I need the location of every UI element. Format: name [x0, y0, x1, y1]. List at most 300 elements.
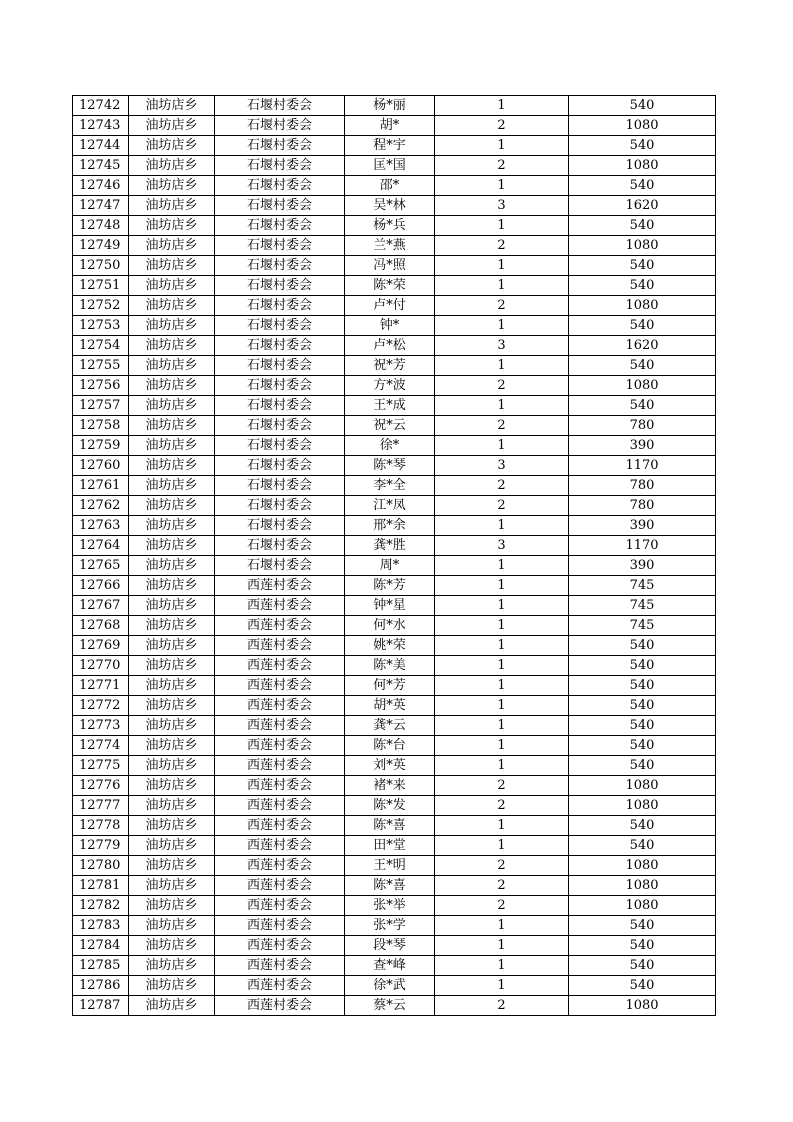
township-cell: 油坊店乡: [129, 676, 215, 696]
village-committee-cell: 石堰村委会: [215, 96, 345, 116]
name-cell: 李*全: [345, 476, 435, 496]
amount-cell: 540: [569, 696, 716, 716]
record-id-cell: 12742: [73, 96, 129, 116]
household-count-cell: 2: [435, 156, 569, 176]
village-committee-cell: 石堰村委会: [215, 356, 345, 376]
village-committee-cell: 石堰村委会: [215, 176, 345, 196]
township-cell: 油坊店乡: [129, 496, 215, 516]
household-count-cell: 1: [435, 836, 569, 856]
table-row: [73, 676, 716, 696]
name-cell: 胡*: [345, 116, 435, 136]
township-cell: 油坊店乡: [129, 736, 215, 756]
name-cell: 卢*松: [345, 336, 435, 356]
village-committee-cell: 石堰村委会: [215, 236, 345, 256]
amount-cell: 1170: [569, 536, 716, 556]
township-cell: 油坊店乡: [129, 516, 215, 536]
name-cell: 张*举: [345, 896, 435, 916]
amount-cell: 1080: [569, 296, 716, 316]
name-cell: 程*宇: [345, 136, 435, 156]
record-id-cell: 12745: [73, 156, 129, 176]
amount-cell: 540: [569, 656, 716, 676]
record-id-cell: 12780: [73, 856, 129, 876]
record-id-cell: 12773: [73, 716, 129, 736]
household-count-cell: 1: [435, 716, 569, 736]
township-cell: 油坊店乡: [129, 156, 215, 176]
name-cell: 蔡*云: [345, 996, 435, 1016]
record-id-cell: 12764: [73, 536, 129, 556]
amount-cell: 540: [569, 736, 716, 756]
village-committee-cell: 石堰村委会: [215, 336, 345, 356]
table-row: [73, 556, 716, 576]
table-row: [73, 996, 716, 1016]
record-id-cell: 12756: [73, 376, 129, 396]
household-count-cell: 3: [435, 536, 569, 556]
township-cell: 油坊店乡: [129, 176, 215, 196]
village-committee-cell: 石堰村委会: [215, 436, 345, 456]
name-cell: 徐*武: [345, 976, 435, 996]
name-cell: 钟*: [345, 316, 435, 336]
name-cell: 褚*来: [345, 776, 435, 796]
name-cell: 方*波: [345, 376, 435, 396]
township-cell: 油坊店乡: [129, 856, 215, 876]
table-row: [73, 596, 716, 616]
name-cell: 杨*丽: [345, 96, 435, 116]
record-id-cell: 12748: [73, 216, 129, 236]
record-id-cell: 12758: [73, 416, 129, 436]
record-id-cell: 12779: [73, 836, 129, 856]
village-committee-cell: 西莲村委会: [215, 936, 345, 956]
amount-cell: 540: [569, 636, 716, 656]
table-row: [73, 116, 716, 136]
amount-cell: 540: [569, 316, 716, 336]
name-cell: 龚*胜: [345, 536, 435, 556]
record-id-cell: 12759: [73, 436, 129, 456]
village-committee-cell: 石堰村委会: [215, 296, 345, 316]
amount-cell: 540: [569, 956, 716, 976]
name-cell: 邵*: [345, 176, 435, 196]
record-id-cell: 12774: [73, 736, 129, 756]
name-cell: 陈*台: [345, 736, 435, 756]
amount-cell: 540: [569, 256, 716, 276]
name-cell: 祝*芳: [345, 356, 435, 376]
table-row: [73, 236, 716, 256]
village-committee-cell: 石堰村委会: [215, 476, 345, 496]
amount-cell: 1080: [569, 896, 716, 916]
amount-cell: 780: [569, 416, 716, 436]
township-cell: 油坊店乡: [129, 816, 215, 836]
record-id-cell: 12747: [73, 196, 129, 216]
township-cell: 油坊店乡: [129, 376, 215, 396]
household-count-cell: 1: [435, 936, 569, 956]
name-cell: 查*峰: [345, 956, 435, 976]
township-cell: 油坊店乡: [129, 116, 215, 136]
name-cell: 周*: [345, 556, 435, 576]
village-committee-cell: 西莲村委会: [215, 896, 345, 916]
name-cell: 陈*发: [345, 796, 435, 816]
village-committee-cell: 西莲村委会: [215, 596, 345, 616]
township-cell: 油坊店乡: [129, 836, 215, 856]
name-cell: 卢*付: [345, 296, 435, 316]
table-row: [73, 756, 716, 776]
name-cell: 何*芳: [345, 676, 435, 696]
village-committee-cell: 西莲村委会: [215, 756, 345, 776]
table-row: [73, 716, 716, 736]
record-id-cell: 12751: [73, 276, 129, 296]
household-count-cell: 2: [435, 116, 569, 136]
village-committee-cell: 西莲村委会: [215, 716, 345, 736]
household-count-cell: 1: [435, 356, 569, 376]
amount-cell: 540: [569, 136, 716, 156]
village-committee-cell: 西莲村委会: [215, 656, 345, 676]
name-cell: 张*学: [345, 916, 435, 936]
household-count-cell: 2: [435, 236, 569, 256]
village-committee-cell: 西莲村委会: [215, 836, 345, 856]
table-row: [73, 316, 716, 336]
record-id-cell: 12786: [73, 976, 129, 996]
village-committee-cell: 石堰村委会: [215, 216, 345, 236]
household-count-cell: 1: [435, 516, 569, 536]
township-cell: 油坊店乡: [129, 956, 215, 976]
village-committee-cell: 石堰村委会: [215, 156, 345, 176]
table-row: [73, 216, 716, 236]
record-id-cell: 12776: [73, 776, 129, 796]
village-committee-cell: 石堰村委会: [215, 256, 345, 276]
household-count-cell: 1: [435, 176, 569, 196]
township-cell: 油坊店乡: [129, 396, 215, 416]
table-row: [73, 416, 716, 436]
village-committee-cell: 西莲村委会: [215, 916, 345, 936]
household-count-cell: 1: [435, 676, 569, 696]
table-row: [73, 256, 716, 276]
record-id-cell: 12784: [73, 936, 129, 956]
table-row: [73, 876, 716, 896]
amount-cell: 1080: [569, 856, 716, 876]
record-id-cell: 12772: [73, 696, 129, 716]
household-count-cell: 1: [435, 596, 569, 616]
household-count-cell: 2: [435, 296, 569, 316]
name-cell: 祝*云: [345, 416, 435, 436]
amount-cell: 390: [569, 556, 716, 576]
village-committee-cell: 石堰村委会: [215, 196, 345, 216]
village-committee-cell: 石堰村委会: [215, 516, 345, 536]
record-id-cell: 12785: [73, 956, 129, 976]
table-row: [73, 836, 716, 856]
township-cell: 油坊店乡: [129, 656, 215, 676]
table-row: [73, 796, 716, 816]
village-committee-cell: 西莲村委会: [215, 956, 345, 976]
record-id-cell: 12757: [73, 396, 129, 416]
township-cell: 油坊店乡: [129, 136, 215, 156]
household-count-cell: 1: [435, 576, 569, 596]
household-count-cell: 1: [435, 916, 569, 936]
table-row: [73, 396, 716, 416]
amount-cell: 540: [569, 676, 716, 696]
village-committee-cell: 西莲村委会: [215, 996, 345, 1016]
record-id-cell: 12743: [73, 116, 129, 136]
record-id-cell: 12770: [73, 656, 129, 676]
household-count-cell: 1: [435, 696, 569, 716]
amount-cell: 540: [569, 936, 716, 956]
record-id-cell: 12750: [73, 256, 129, 276]
township-cell: 油坊店乡: [129, 296, 215, 316]
township-cell: 油坊店乡: [129, 416, 215, 436]
amount-cell: 1170: [569, 456, 716, 476]
name-cell: 冯*照: [345, 256, 435, 276]
household-count-cell: 1: [435, 436, 569, 456]
household-count-cell: 1: [435, 816, 569, 836]
township-cell: 油坊店乡: [129, 196, 215, 216]
name-cell: 陈*琴: [345, 456, 435, 476]
village-committee-cell: 西莲村委会: [215, 776, 345, 796]
name-cell: 钟*星: [345, 596, 435, 616]
household-count-cell: 2: [435, 796, 569, 816]
township-cell: 油坊店乡: [129, 696, 215, 716]
record-id-cell: 12782: [73, 896, 129, 916]
household-count-cell: 1: [435, 136, 569, 156]
household-count-cell: 2: [435, 376, 569, 396]
township-cell: 油坊店乡: [129, 896, 215, 916]
record-id-cell: 12746: [73, 176, 129, 196]
household-count-cell: 3: [435, 456, 569, 476]
name-cell: 陈*喜: [345, 816, 435, 836]
village-committee-cell: 西莲村委会: [215, 696, 345, 716]
township-cell: 油坊店乡: [129, 436, 215, 456]
table-row: [73, 856, 716, 876]
township-cell: 油坊店乡: [129, 776, 215, 796]
village-committee-cell: 石堰村委会: [215, 116, 345, 136]
table-row: [73, 456, 716, 476]
table-row: [73, 96, 716, 116]
record-id-cell: 12768: [73, 616, 129, 636]
record-id-cell: 12781: [73, 876, 129, 896]
amount-cell: 540: [569, 816, 716, 836]
household-count-cell: 2: [435, 856, 569, 876]
amount-cell: 1080: [569, 796, 716, 816]
village-committee-cell: 西莲村委会: [215, 676, 345, 696]
amount-cell: 390: [569, 516, 716, 536]
village-committee-cell: 石堰村委会: [215, 396, 345, 416]
table-row: [73, 176, 716, 196]
village-committee-cell: 石堰村委会: [215, 456, 345, 476]
household-count-cell: 2: [435, 416, 569, 436]
household-count-cell: 2: [435, 776, 569, 796]
amount-cell: 540: [569, 916, 716, 936]
table-row: [73, 656, 716, 676]
name-cell: 徐*: [345, 436, 435, 456]
table-row: [73, 576, 716, 596]
village-committee-cell: 石堰村委会: [215, 416, 345, 436]
amount-cell: 745: [569, 576, 716, 596]
household-count-cell: 2: [435, 896, 569, 916]
record-id-cell: 12753: [73, 316, 129, 336]
township-cell: 油坊店乡: [129, 596, 215, 616]
household-count-cell: 1: [435, 556, 569, 576]
name-cell: 江*凤: [345, 496, 435, 516]
name-cell: 刘*英: [345, 756, 435, 776]
record-id-cell: 12771: [73, 676, 129, 696]
household-count-cell: 1: [435, 976, 569, 996]
household-count-cell: 1: [435, 736, 569, 756]
name-cell: 姚*荣: [345, 636, 435, 656]
village-committee-cell: 石堰村委会: [215, 496, 345, 516]
amount-cell: 1080: [569, 236, 716, 256]
village-committee-cell: 西莲村委会: [215, 796, 345, 816]
table-row: [73, 616, 716, 636]
village-committee-cell: 西莲村委会: [215, 636, 345, 656]
table-row: [73, 336, 716, 356]
household-count-cell: 3: [435, 336, 569, 356]
amount-cell: 540: [569, 356, 716, 376]
table-row: [73, 376, 716, 396]
amount-cell: 540: [569, 396, 716, 416]
table-row: [73, 156, 716, 176]
amount-cell: 540: [569, 216, 716, 236]
table-row: [73, 516, 716, 536]
amount-cell: 1080: [569, 376, 716, 396]
table-row: [73, 736, 716, 756]
amount-cell: 1080: [569, 116, 716, 136]
village-committee-cell: 西莲村委会: [215, 616, 345, 636]
name-cell: 龚*云: [345, 716, 435, 736]
record-id-cell: 12775: [73, 756, 129, 776]
record-id-cell: 12762: [73, 496, 129, 516]
name-cell: 段*琴: [345, 936, 435, 956]
township-cell: 油坊店乡: [129, 576, 215, 596]
township-cell: 油坊店乡: [129, 916, 215, 936]
village-committee-cell: 西莲村委会: [215, 856, 345, 876]
name-cell: 王*成: [345, 396, 435, 416]
township-cell: 油坊店乡: [129, 556, 215, 576]
amount-cell: 540: [569, 176, 716, 196]
record-id-cell: 12744: [73, 136, 129, 156]
table-row: [73, 136, 716, 156]
amount-cell: 1620: [569, 196, 716, 216]
record-id-cell: 12787: [73, 996, 129, 1016]
name-cell: 陈*喜: [345, 876, 435, 896]
village-committee-cell: 石堰村委会: [215, 276, 345, 296]
household-count-cell: 1: [435, 396, 569, 416]
table-row: [73, 936, 716, 956]
record-id-cell: 12769: [73, 636, 129, 656]
table-row: [73, 976, 716, 996]
township-cell: 油坊店乡: [129, 316, 215, 336]
table-row: [73, 276, 716, 296]
table-row: [73, 776, 716, 796]
table-row: [73, 296, 716, 316]
name-cell: 匡*国: [345, 156, 435, 176]
amount-cell: 780: [569, 476, 716, 496]
amount-cell: 540: [569, 756, 716, 776]
township-cell: 油坊店乡: [129, 796, 215, 816]
household-count-cell: 3: [435, 196, 569, 216]
amount-cell: 1080: [569, 996, 716, 1016]
table-row: [73, 636, 716, 656]
village-committee-cell: 石堰村委会: [215, 556, 345, 576]
household-count-cell: 2: [435, 996, 569, 1016]
table-row: [73, 196, 716, 216]
household-count-cell: 1: [435, 96, 569, 116]
household-count-cell: 1: [435, 276, 569, 296]
record-id-cell: 12755: [73, 356, 129, 376]
township-cell: 油坊店乡: [129, 216, 215, 236]
village-committee-cell: 石堰村委会: [215, 316, 345, 336]
household-count-cell: 1: [435, 656, 569, 676]
household-count-cell: 1: [435, 256, 569, 276]
village-committee-cell: 西莲村委会: [215, 576, 345, 596]
amount-cell: 1080: [569, 156, 716, 176]
table-body: [73, 96, 716, 1016]
village-committee-cell: 西莲村委会: [215, 876, 345, 896]
household-count-cell: 1: [435, 956, 569, 976]
record-id-cell: 12754: [73, 336, 129, 356]
name-cell: 陈*芳: [345, 576, 435, 596]
record-id-cell: 12767: [73, 596, 129, 616]
township-cell: 油坊店乡: [129, 616, 215, 636]
table-row: [73, 496, 716, 516]
amount-cell: 1080: [569, 876, 716, 896]
township-cell: 油坊店乡: [129, 356, 215, 376]
record-id-cell: 12760: [73, 456, 129, 476]
village-committee-cell: 石堰村委会: [215, 136, 345, 156]
household-count-cell: 1: [435, 316, 569, 336]
amount-cell: 1080: [569, 776, 716, 796]
amount-cell: 1620: [569, 336, 716, 356]
record-id-cell: 12766: [73, 576, 129, 596]
name-cell: 田*堂: [345, 836, 435, 856]
record-id-cell: 12761: [73, 476, 129, 496]
record-id-cell: 12763: [73, 516, 129, 536]
amount-cell: 540: [569, 276, 716, 296]
data-table: [72, 95, 716, 1016]
name-cell: 邢*余: [345, 516, 435, 536]
amount-cell: 540: [569, 96, 716, 116]
amount-cell: 540: [569, 836, 716, 856]
household-count-cell: 2: [435, 876, 569, 896]
household-count-cell: 1: [435, 616, 569, 636]
township-cell: 油坊店乡: [129, 876, 215, 896]
table-row: [73, 436, 716, 456]
township-cell: 油坊店乡: [129, 256, 215, 276]
name-cell: 何*水: [345, 616, 435, 636]
amount-cell: 540: [569, 716, 716, 736]
township-cell: 油坊店乡: [129, 976, 215, 996]
table-row: [73, 476, 716, 496]
household-count-cell: 1: [435, 756, 569, 776]
table-row: [73, 816, 716, 836]
record-id-cell: 12783: [73, 916, 129, 936]
township-cell: 油坊店乡: [129, 456, 215, 476]
household-count-cell: 1: [435, 636, 569, 656]
name-cell: 王*明: [345, 856, 435, 876]
township-cell: 油坊店乡: [129, 536, 215, 556]
record-id-cell: 12778: [73, 816, 129, 836]
township-cell: 油坊店乡: [129, 996, 215, 1016]
village-committee-cell: 石堰村委会: [215, 536, 345, 556]
table-row: [73, 356, 716, 376]
township-cell: 油坊店乡: [129, 936, 215, 956]
household-count-cell: 2: [435, 496, 569, 516]
name-cell: 兰*燕: [345, 236, 435, 256]
household-count-cell: 2: [435, 476, 569, 496]
table-row: [73, 696, 716, 716]
amount-cell: 745: [569, 616, 716, 636]
township-cell: 油坊店乡: [129, 756, 215, 776]
amount-cell: 540: [569, 976, 716, 996]
name-cell: 陈*荣: [345, 276, 435, 296]
name-cell: 胡*英: [345, 696, 435, 716]
township-cell: 油坊店乡: [129, 476, 215, 496]
township-cell: 油坊店乡: [129, 336, 215, 356]
